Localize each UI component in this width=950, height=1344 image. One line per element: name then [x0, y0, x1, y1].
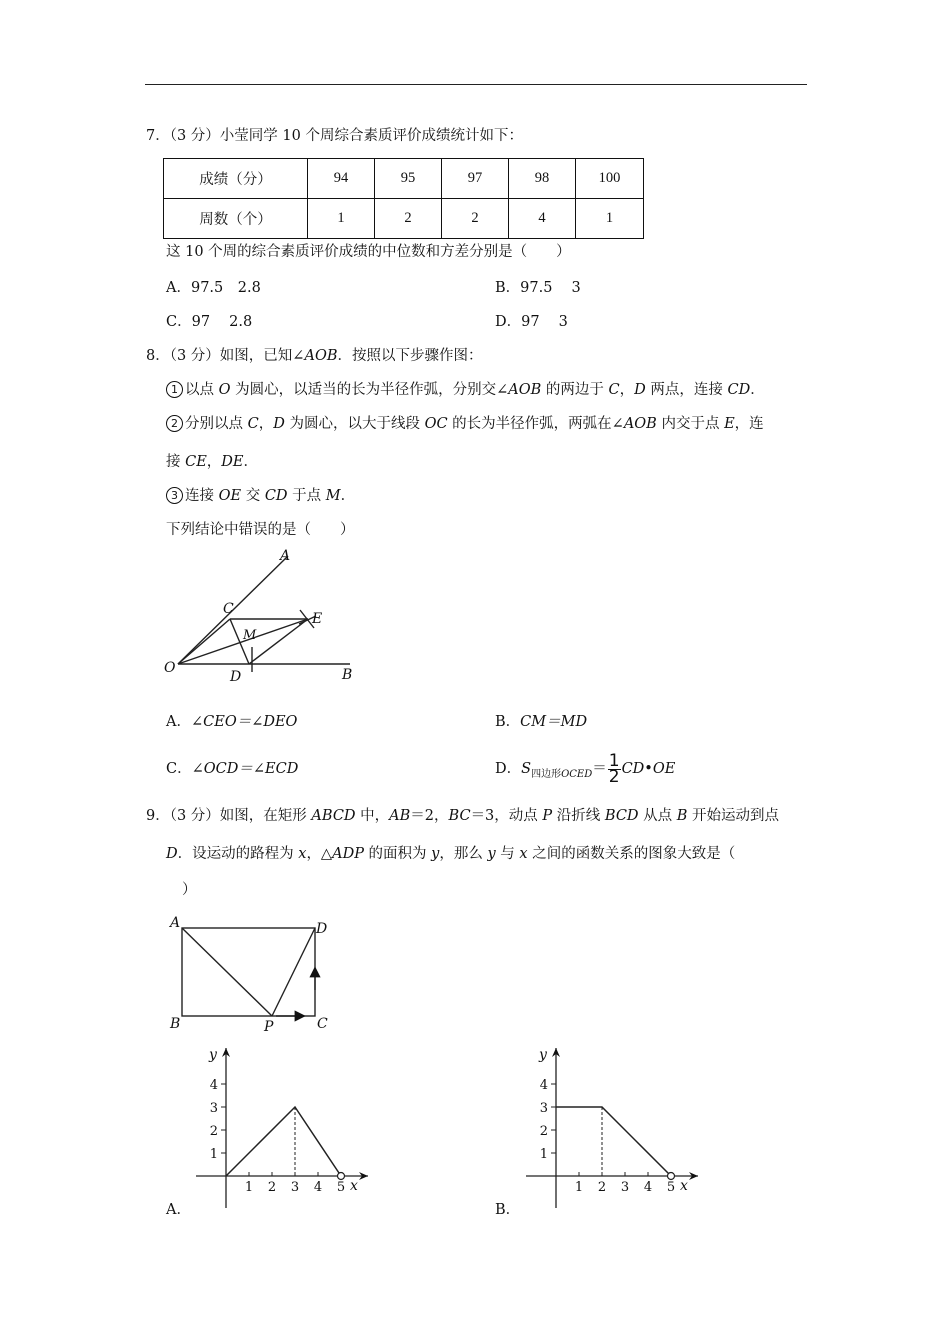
q9-stem-line-3: ） [182, 882, 197, 898]
q7-option-a[interactable]: A．97.5 2.8 [166, 280, 261, 296]
x-tick-label: 2 [267, 1180, 277, 1195]
q9-rectangle-figure [166, 910, 346, 1036]
table-cell: 2 [375, 199, 442, 239]
step-number-2: 2 [166, 415, 183, 432]
table-row-label: 周数（个） [164, 199, 308, 239]
q8-stem: 8．（3 分）如图，已知∠AOB．按照以下步骤作图： [146, 348, 483, 364]
table-cell: 94 [308, 159, 375, 199]
x-tick-label: 4 [313, 1180, 323, 1195]
q8-option-d[interactable]: D．$S_{四边形OCED}=$ $\frac{1}{2}$ CD•OE [495, 750, 676, 787]
table-row [164, 199, 644, 239]
x-tick-label: 2 [597, 1180, 607, 1195]
label-a: A [280, 548, 291, 564]
x-axis-label: x [350, 1178, 358, 1194]
label-b: B [342, 667, 353, 683]
fraction-one-half: $\frac{1}{2}$ [608, 750, 620, 787]
q9-stem-line-2: D．设运动的路程为 x，△ADP 的面积为 y，那么 y 与 x 之间的函数关系的图象大致是（ [166, 846, 736, 862]
q8-step-1: 1 以点 O 为圆心，以适当的长为半径作弧，分别交∠AOB 的两边于 C，D 两点，连接 CD． [166, 380, 765, 400]
q7-option-b[interactable]: B．97.5 3 [495, 280, 581, 296]
q9-option-a[interactable]: A． [166, 1202, 191, 1218]
label-d: D [316, 921, 328, 937]
table-cell: 100 [576, 159, 644, 199]
x-tick-label: 3 [290, 1180, 300, 1195]
y-tick-label: 4 [539, 1078, 548, 1093]
q9-option-b[interactable]: B． [495, 1202, 521, 1218]
q9-graph-b [520, 1040, 710, 1210]
table-cell: 2 [442, 199, 509, 239]
segment-ap [182, 928, 272, 1016]
x-tick-label: 1 [574, 1180, 584, 1195]
q9-graph-a [190, 1040, 380, 1210]
y-tick-label: 3 [209, 1101, 218, 1116]
x-tick-label: 3 [620, 1180, 630, 1195]
q7-question: 这 10 个周的综合素质评价成绩的中位数和方差分别是（ ） [166, 244, 571, 260]
y-tick-label: 1 [209, 1147, 218, 1162]
table-cell: 95 [375, 159, 442, 199]
q8-step-2: 2 分别以点 C，D 为圆心，以大于线段 OC 的长为半径作弧，两弧在∠AOB 内交于点 E，连 [166, 414, 764, 434]
label-o: O [164, 660, 176, 676]
y-tick-label: 4 [209, 1078, 218, 1093]
y-axis-label: y [209, 1047, 217, 1063]
label-b: B [170, 1016, 181, 1032]
segment-de [249, 619, 308, 664]
q7-option-c[interactable]: C．97 2.8 [166, 314, 253, 330]
step-number-1: 1 [166, 381, 183, 398]
q8-figure [160, 546, 360, 686]
segment-oc [178, 619, 230, 664]
function-line [226, 1107, 341, 1176]
table-cell: 1 [576, 199, 644, 239]
q8-option-b[interactable]: B．CM＝MD [495, 714, 588, 730]
table-cell: 98 [509, 159, 576, 199]
x-tick-label: 5 [666, 1180, 676, 1195]
y-axis-label: y [539, 1047, 547, 1063]
q8-option-c[interactable]: C．∠OCD＝∠ECD [166, 761, 299, 777]
table-cell: 97 [442, 159, 509, 199]
x-tick-label: 4 [643, 1180, 653, 1195]
q7-option-d[interactable]: D．97 3 [495, 314, 568, 330]
label-e: E [312, 611, 323, 627]
x-tick-label: 5 [336, 1180, 346, 1195]
table-row [164, 159, 644, 199]
q8-step-2-cont: 接 CE，DE． [166, 454, 259, 470]
header-rule [145, 84, 807, 85]
label-c: C [317, 1016, 328, 1032]
segment-pd [272, 928, 315, 1016]
y-tick-label: 2 [209, 1124, 218, 1139]
label-p: P [264, 1019, 274, 1035]
function-line [556, 1107, 671, 1176]
table-cell: 4 [509, 199, 576, 239]
y-tick-label: 1 [539, 1147, 548, 1162]
step-number-3: 3 [166, 487, 183, 504]
q8-option-a[interactable]: A．∠CEO＝∠DEO [166, 714, 298, 730]
y-tick-label: 2 [539, 1124, 548, 1139]
label-d: D [230, 669, 242, 685]
table-row-label: 成绩（分） [164, 159, 308, 199]
label-m: M [243, 628, 257, 643]
table-cell: 1 [308, 199, 375, 239]
q8-question: 下列结论中错误的是（ ） [166, 522, 355, 538]
q7-score-table [163, 158, 644, 239]
x-tick-label: 1 [244, 1180, 254, 1195]
q7-stem: 7．（3 分）小莹同学 10 个周综合素质评价成绩统计如下： [146, 128, 523, 144]
x-axis-label: x [680, 1178, 688, 1194]
open-endpoint [338, 1173, 345, 1180]
label-c: C [223, 601, 234, 617]
q9-stem-line-1: 9．（3 分）如图，在矩形 ABCD 中，AB＝2，BC＝3，动点 P 沿折线 BCD 从点 B 开始运动到点 [146, 808, 780, 824]
rectangle-abcd [182, 928, 315, 1016]
open-endpoint [668, 1173, 675, 1180]
y-tick-label: 3 [539, 1101, 548, 1116]
label-a: A [170, 915, 181, 931]
q8-step-3: 3 连接 OE 交 CD 于点 M． [166, 486, 355, 506]
